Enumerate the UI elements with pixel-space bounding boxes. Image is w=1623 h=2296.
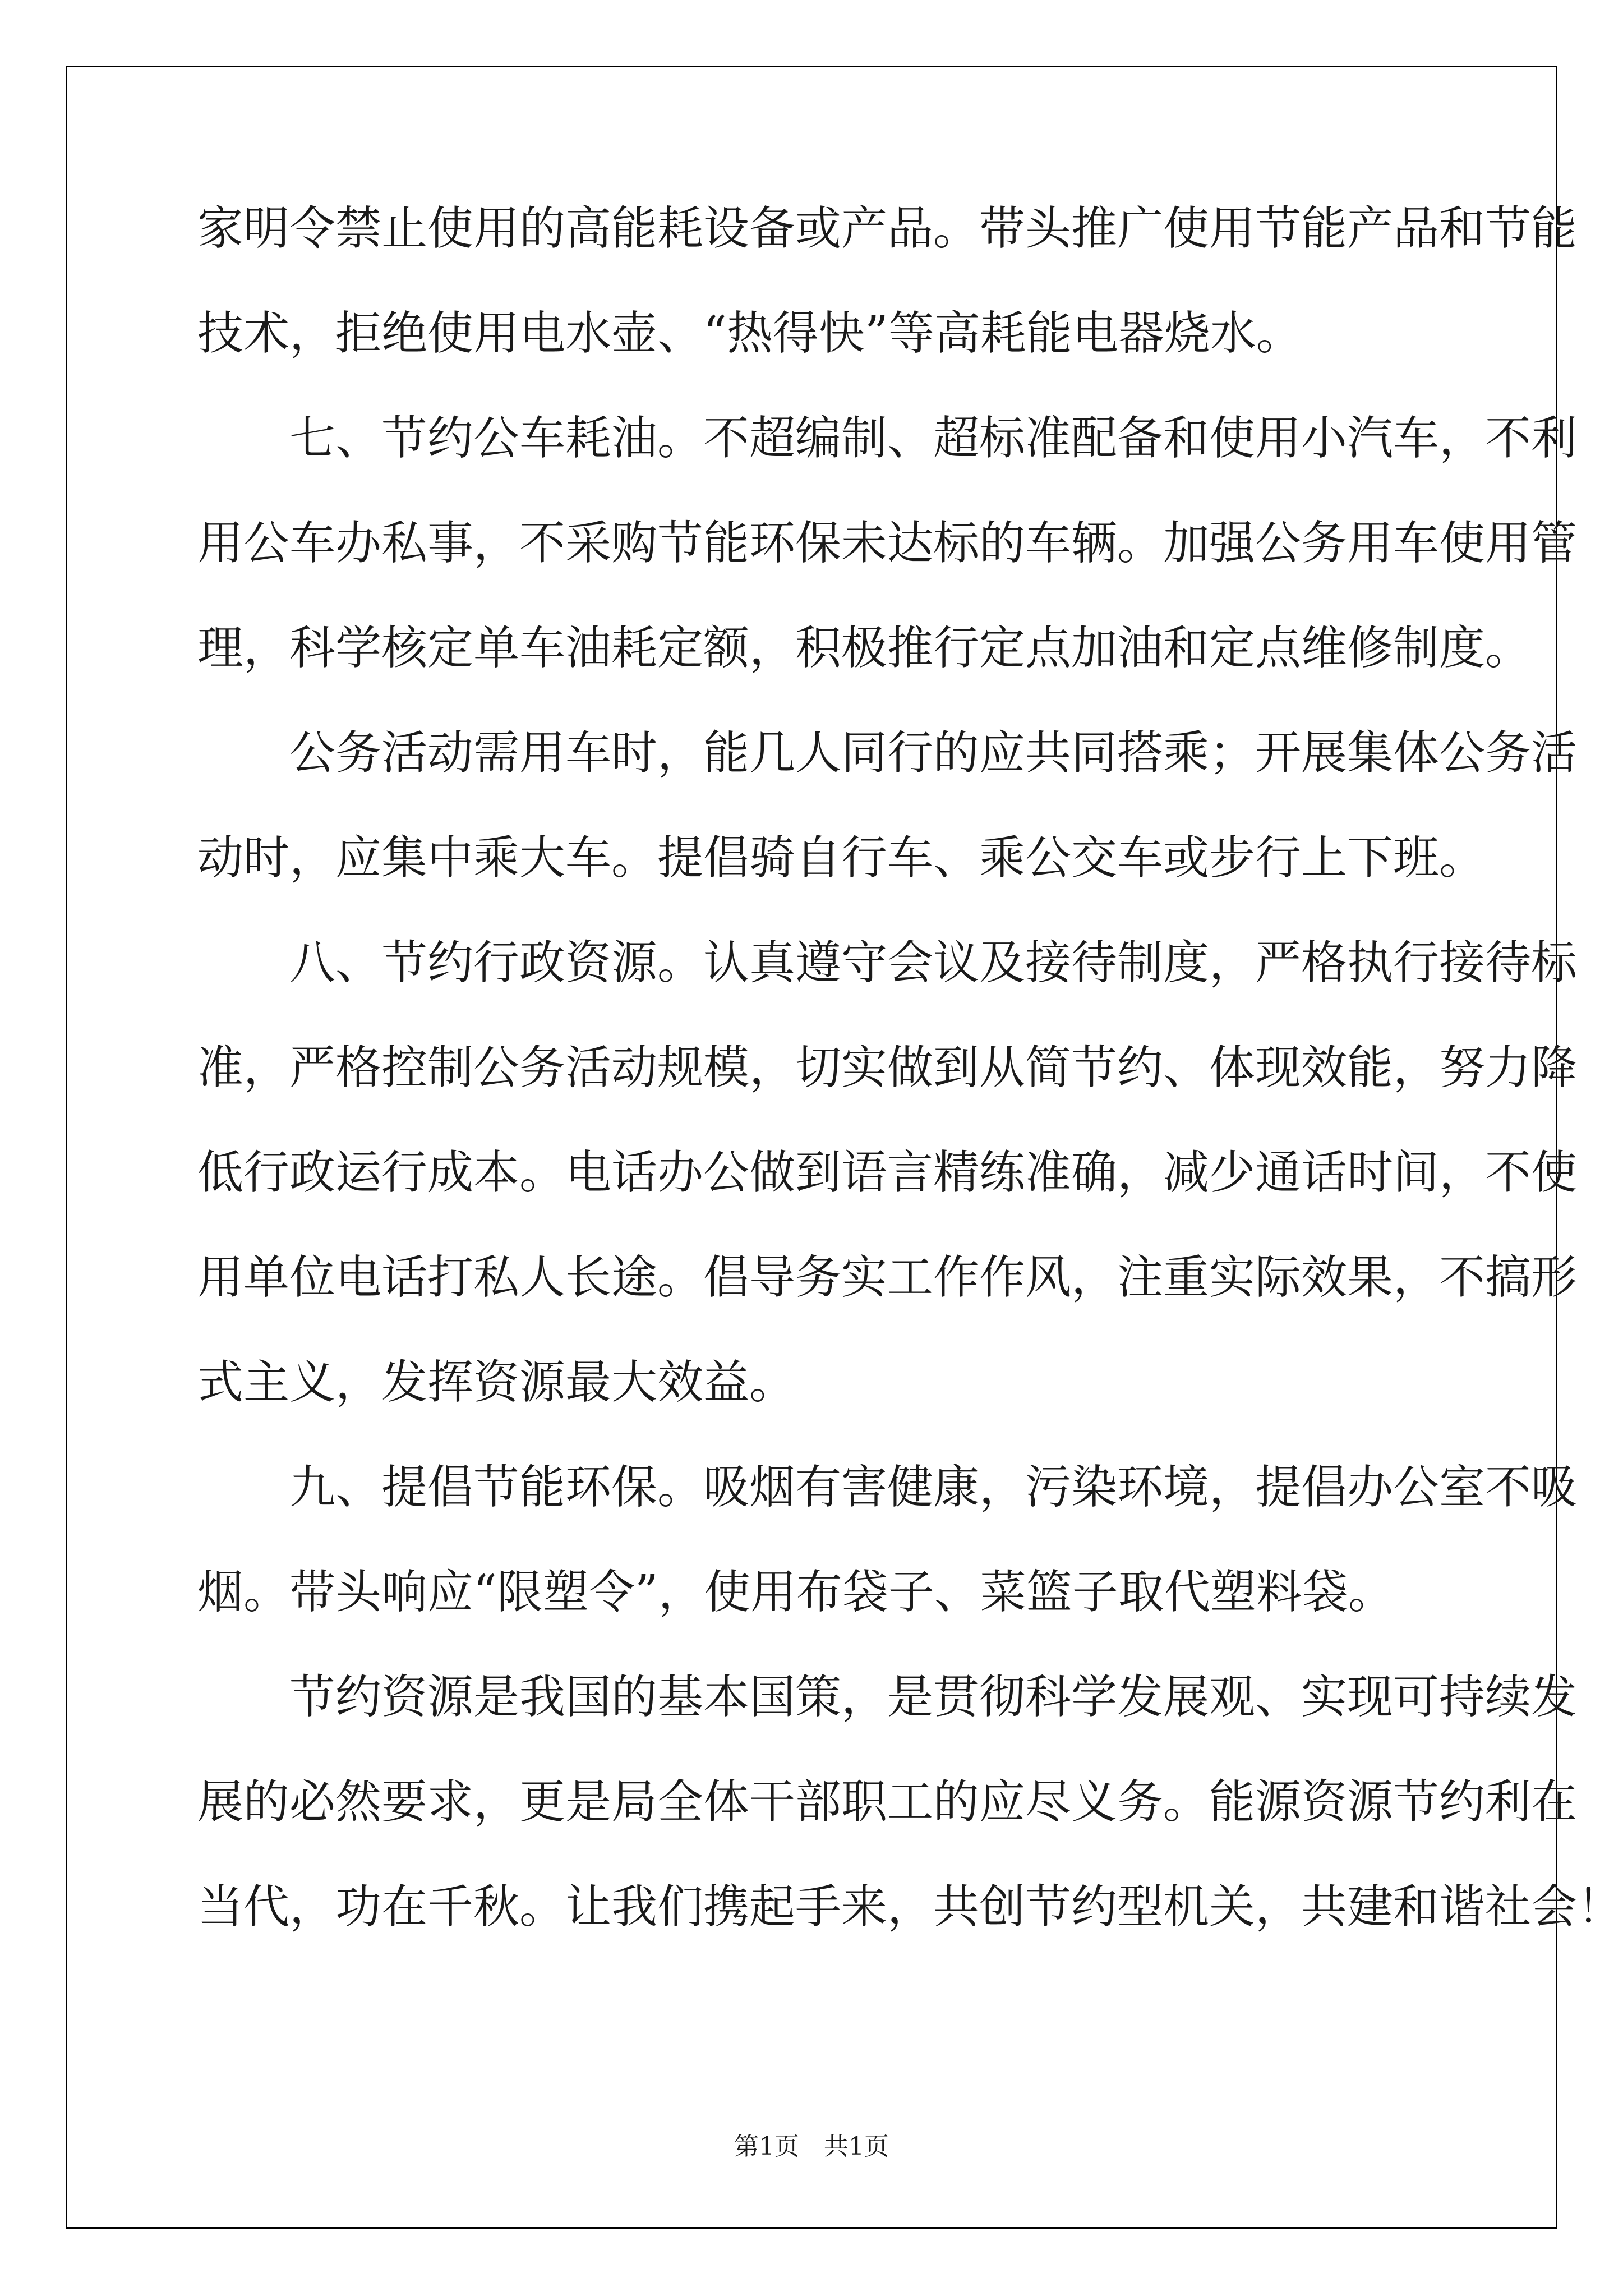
text-line: 准，严格控制公务活动规模，切实做到从简节约、体现效能，努力降 (197, 1041, 1578, 1094)
text-line: 动时，应集中乘大车。提倡骑自行车、乘公交车或步行上下班。 (197, 831, 1486, 885)
text-line: 用公车办私事，不采购节能环保未达标的车辆。加强公务用车使用管 (197, 517, 1578, 570)
text-line: 节约资源是我国的基本国策，是贯彻科学发展观、实现可持续发 (197, 1671, 1578, 1724)
text-line: 理，科学核定单车油耗定额，积极推行定点加油和定点维修制度。 (197, 622, 1532, 675)
text-line: 展的必然要求，更是局全体干部职工的应尽义务。能源资源节约利在 (197, 1775, 1578, 1829)
text-line: 八、节约行政资源。认真遵守会议及接待制度，严格执行接待标 (197, 936, 1578, 990)
text-line: 九、提倡节能环保。吸烟有害健康，污染环境，提倡办公室不吸 (197, 1461, 1578, 1514)
text-line: 当代，功在千秋。让我们携起手来，共创节约型机关，共建和谐社会！ (197, 1880, 1623, 1934)
text-line: 式主义，发挥资源最大效益。 (197, 1356, 796, 1409)
text-line: 七、节约公车耗油。不超编制、超标准配备和使用小汽车，不利 (197, 412, 1578, 465)
page-footer: 第1页 共1页 (734, 2132, 889, 2161)
text-line: 用单位电话打私人长途。倡导务实工作作风，注重实际效果，不搞形 (197, 1251, 1578, 1304)
text-line: 家明令禁止使用的高能耗设备或产品。带头推广使用节能产品和节能 (197, 202, 1578, 255)
text-line: 公务活动需用车时，能几人同行的应共同搭乘；开展集体公务活 (197, 726, 1578, 780)
text-line: 低行政运行成本。电话办公做到语言精练准确，减少通话时间，不使 (197, 1146, 1578, 1199)
text-line: 技术，拒绝使用电水壶、“热得快”等高耗能电器烧水。 (197, 307, 1302, 360)
text-line: 烟。带头响应“限塑令”，使用布袋子、菜篮子取代塑料袋。 (197, 1566, 1394, 1619)
